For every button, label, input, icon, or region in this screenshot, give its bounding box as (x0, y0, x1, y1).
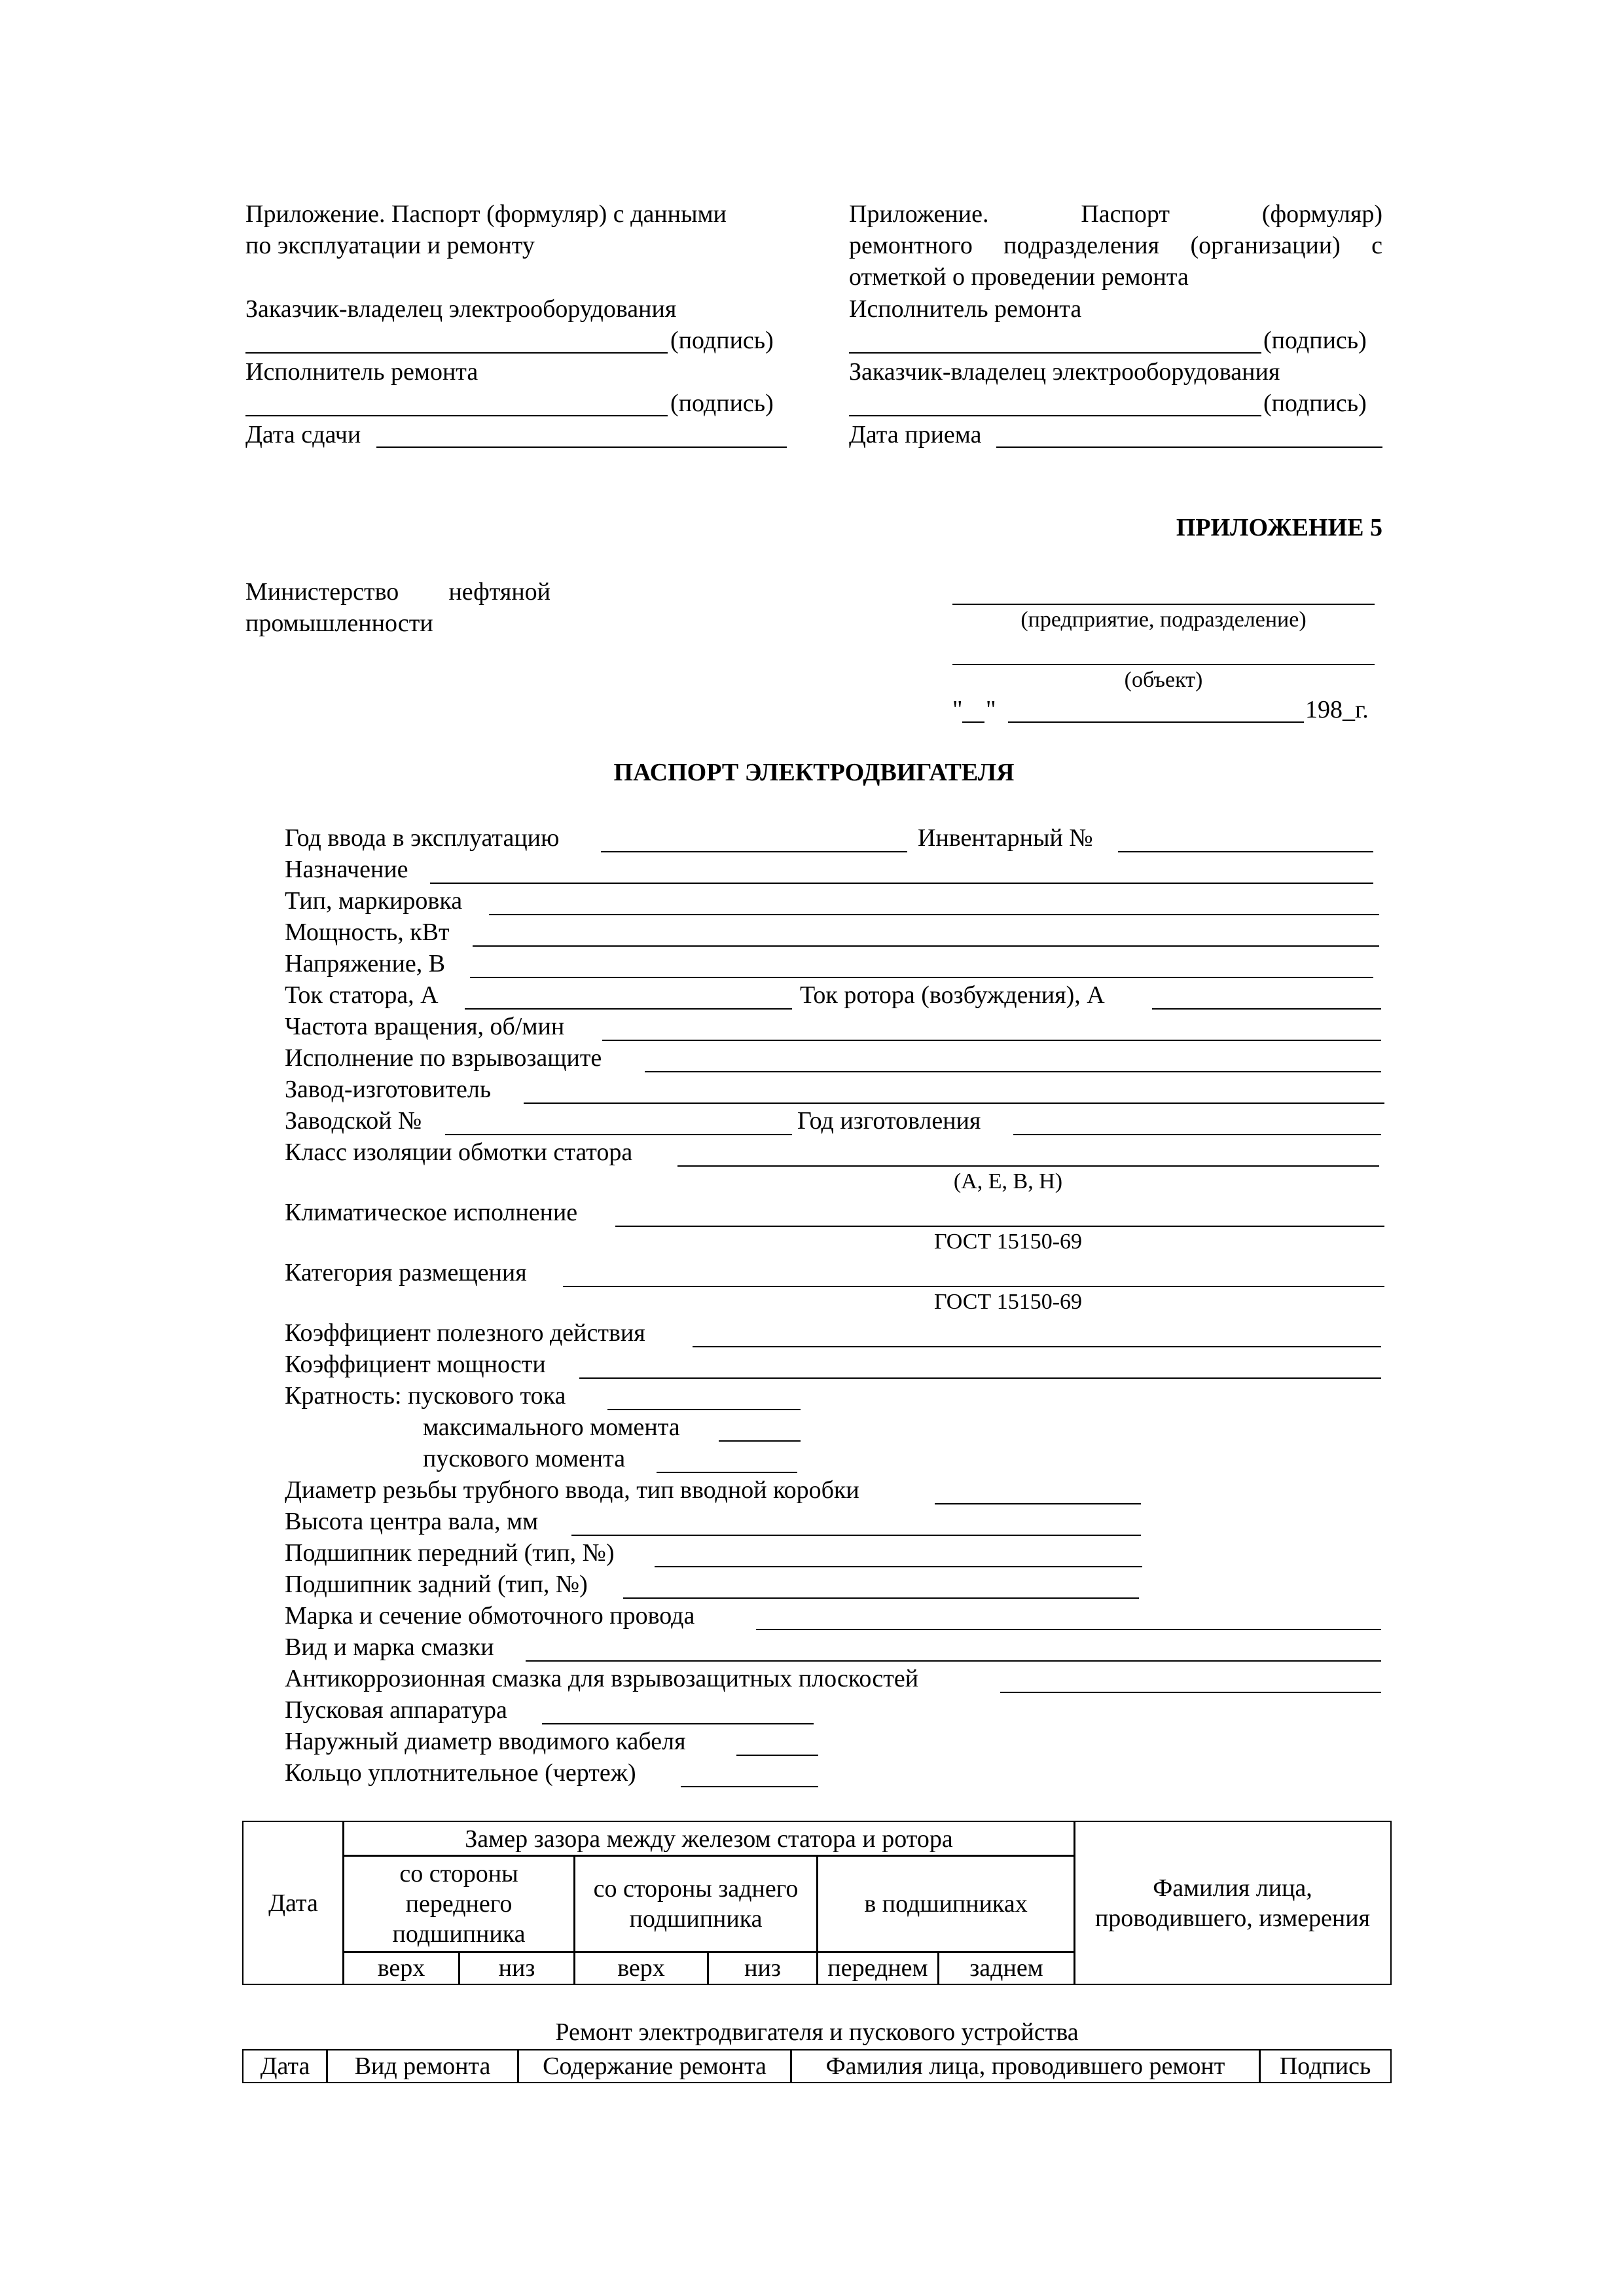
field-winding-wire-line[interactable] (756, 1629, 1381, 1630)
field-inventory-line[interactable] (1118, 851, 1373, 852)
repair-table-content-header: Содержание ремонта (517, 2049, 792, 2083)
right-caption-line1: Приложение. Паспорт (формуляр) (849, 200, 1382, 228)
field-front-bearing-label: Подшипник передний (тип, №) (285, 1539, 615, 1567)
repair-table-date-header: Дата (242, 2049, 328, 2083)
left-signature-caption-1: (подпись) (670, 327, 774, 354)
right-date-line[interactable] (996, 446, 1382, 448)
gap-table-top-1: верх (342, 1951, 460, 1985)
field-voltage-line[interactable] (470, 977, 1373, 978)
field-anticorrosion-line[interactable] (1000, 1692, 1381, 1693)
right-caption-line3: отметкой о проведении ремонта (849, 263, 1189, 291)
field-efficiency-label: Коэффициент полезного действия (285, 1319, 645, 1347)
field-explosion-label: Исполнение по взрывозащите (285, 1044, 602, 1072)
field-thread-label: Диаметр резьбы трубного ввода, тип вводной коробки (285, 1476, 859, 1504)
field-ratio-max-torque-line[interactable] (719, 1440, 801, 1442)
repair-table-person-header: Фамилия лица, проводившего ремонт (790, 2049, 1261, 2083)
field-starting-equipment-label: Пусковая аппаратура (285, 1696, 507, 1724)
date-month-line[interactable] (1008, 721, 1304, 723)
field-seal-ring-line[interactable] (681, 1786, 818, 1787)
field-cable-diameter-label: Наружный диаметр вводимого кабеля (285, 1728, 686, 1755)
field-rotor-current-label: Ток ротора (возбуждения), А (800, 981, 1105, 1009)
field-thread-line[interactable] (935, 1503, 1141, 1504)
field-rotation-label: Частота вращения, об/мин (285, 1013, 565, 1040)
gap-table-rear: заднем (937, 1951, 1075, 1985)
field-anticorrosion-label: Антикоррозионная смазка для взрывозащитных плоскостей (285, 1665, 919, 1692)
field-ratio-start-current-line[interactable] (607, 1409, 801, 1410)
field-manufacturer-label: Завод-изготовитель (285, 1076, 492, 1103)
field-rotor-current-line[interactable] (1152, 1008, 1381, 1010)
gap-table-top-2: верх (573, 1951, 709, 1985)
right-caption-line2: ремонтного подразделения (организации) с (849, 232, 1382, 259)
field-rear-bearing-label: Подшипник задний (тип, №) (285, 1571, 588, 1598)
field-power-label: Мощность, кВт (285, 919, 450, 946)
gap-table-bottom-1: низ (458, 1951, 575, 1985)
field-front-bearing-line[interactable] (655, 1566, 1142, 1567)
field-gost2: ГОСТ 15150-69 (933, 1290, 1083, 1314)
gap-table-bearings-header: в подшипниках (816, 1855, 1075, 1953)
repair-title: Ремонт электродвигателя и пускового устройства (555, 2018, 1079, 2046)
field-purpose-line[interactable] (430, 883, 1373, 884)
date-day-line[interactable] (962, 721, 984, 723)
field-insulation-hint: (А, Е, В, Н) (953, 1169, 1063, 1194)
field-rotation-line[interactable] (602, 1040, 1381, 1041)
ministry-line1: Министерство нефтяной (245, 578, 550, 606)
ministry-line2: промышленности (245, 610, 433, 637)
field-inventory-label: Инвентарный № (918, 824, 1093, 852)
field-winding-wire-label: Марка и сечение обмоточного провода (285, 1602, 695, 1630)
field-efficiency-line[interactable] (693, 1346, 1381, 1347)
gap-table-person-header: Фамилия лица, проводившего, измерения (1074, 1821, 1392, 1985)
right-signature-caption-2: (подпись) (1263, 390, 1367, 417)
right-executor-signature-line[interactable] (849, 352, 1261, 354)
field-explosion-line[interactable] (645, 1071, 1381, 1072)
left-executor-label: Исполнитель ремонта (245, 358, 478, 386)
enterprise-caption: (предприятие, подразделение) (1020, 608, 1307, 632)
field-insulation-line[interactable] (677, 1165, 1379, 1167)
gap-table-front: переднем (816, 1951, 939, 1985)
field-voltage-label: Напряжение, В (285, 950, 446, 977)
left-caption-line1: Приложение. Паспорт (формуляр) с данными (245, 200, 727, 228)
field-gost1: ГОСТ 15150-69 (933, 1230, 1083, 1254)
field-stator-current-label: Ток статора, А (285, 981, 439, 1009)
right-customer-label: Заказчик-владелец электрооборудования (849, 358, 1280, 386)
field-ratio-start-current-label: Кратность: пускового тока (285, 1382, 566, 1410)
left-signature-caption-2: (подпись) (670, 390, 774, 417)
field-stator-current-line[interactable] (465, 1008, 792, 1010)
field-placement-line[interactable] (563, 1286, 1384, 1287)
gap-table-front-side-header: со стороны переднего подшипника (342, 1855, 575, 1953)
field-insulation-label: Класс изоляции обмотки статора (285, 1139, 633, 1166)
date-year: 198_г. (1305, 696, 1369, 723)
field-manufacturer-line[interactable] (524, 1102, 1384, 1104)
field-lubricant-line[interactable] (526, 1660, 1381, 1662)
gap-table-rear-side-header: со стороны заднего подшипника (573, 1855, 818, 1953)
right-date-label: Дата приема (849, 421, 982, 448)
field-serial-label: Заводской № (285, 1107, 422, 1135)
repair-table-signature-header: Подпись (1259, 2049, 1392, 2083)
field-climatic-line[interactable] (615, 1226, 1384, 1227)
field-ratio-start-torque-label: пускового момента (423, 1445, 626, 1472)
field-year-manufacture-label: Год изготовления (797, 1107, 981, 1135)
right-customer-signature-line[interactable] (849, 415, 1261, 416)
field-ratio-max-torque-label: максимального момента (423, 1413, 680, 1441)
left-date-line[interactable] (376, 446, 787, 448)
date-quote-left: " (952, 696, 963, 723)
field-year-commission-label: Год ввода в эксплуатацию (285, 824, 560, 852)
field-power-line[interactable] (473, 945, 1379, 947)
field-ratio-start-torque-line[interactable] (657, 1472, 797, 1473)
field-climatic-label: Климатическое исполнение (285, 1199, 578, 1226)
field-power-factor-line[interactable] (579, 1377, 1381, 1379)
field-starting-equipment-line[interactable] (542, 1723, 814, 1724)
gap-table-main-header: Замер зазора между железом статора и ротора (342, 1821, 1075, 1857)
object-caption: (объект) (1124, 668, 1203, 692)
left-executor-signature-line[interactable] (245, 415, 668, 416)
field-power-factor-label: Коэффициент мощности (285, 1351, 546, 1378)
enterprise-line[interactable] (952, 604, 1375, 605)
field-shaft-height-label: Высота центра вала, мм (285, 1508, 539, 1535)
field-type-label: Тип, маркировка (285, 887, 463, 915)
field-shaft-height-line[interactable] (571, 1535, 1141, 1536)
repair-table-type-header: Вид ремонта (326, 2049, 519, 2083)
field-serial-line[interactable] (445, 1134, 792, 1135)
left-customer-signature-line[interactable] (245, 352, 668, 354)
right-signature-caption-1: (подпись) (1263, 327, 1367, 354)
field-placement-label: Категория размещения (285, 1259, 527, 1286)
field-purpose-label: Назначение (285, 856, 408, 883)
field-rear-bearing-line[interactable] (623, 1597, 1139, 1599)
field-seal-ring-label: Кольцо уплотнительное (чертеж) (285, 1759, 636, 1787)
appendix-title: ПРИЛОЖЕНИЕ 5 (1176, 514, 1382, 541)
gap-table-bottom-2: низ (707, 1951, 818, 1985)
field-lubricant-label: Вид и марка смазки (285, 1633, 494, 1661)
right-executor-label: Исполнитель ремонта (849, 295, 1082, 323)
field-type-line[interactable] (489, 914, 1379, 915)
left-date-label: Дата сдачи (245, 421, 361, 448)
field-year-manufacture-line[interactable] (1013, 1134, 1381, 1135)
date-quote-right: " (986, 696, 996, 723)
field-year-commission-line[interactable] (601, 851, 907, 852)
document-title: ПАСПОРТ ЭЛЕКТРОДВИГАТЕЛЯ (613, 759, 1015, 786)
gap-table-date-header: Дата (242, 1821, 344, 1985)
left-customer-label: Заказчик-владелец электрооборудования (245, 295, 677, 323)
left-caption-line2: по эксплуатации и ремонту (245, 232, 535, 259)
field-cable-diameter-line[interactable] (736, 1755, 818, 1756)
object-line[interactable] (952, 664, 1375, 665)
